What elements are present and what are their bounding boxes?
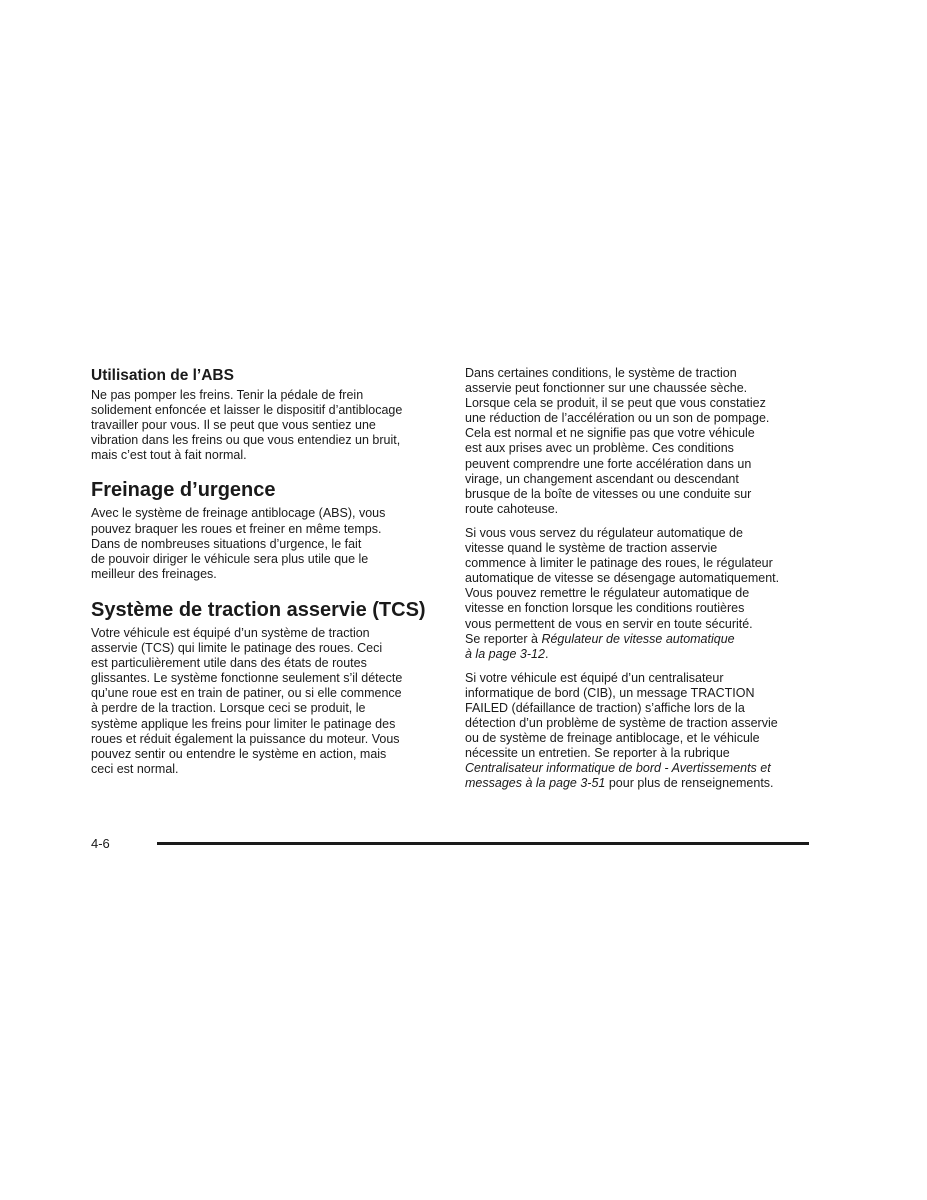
tcs-heading: Système de traction asservie (TCS) <box>91 598 426 621</box>
cruise-control-text: Si vous vous servez du régulateur automatique de vitesse quand le système de traction asservie commence à limiter le patinage des roues, le régulateur automatique de vitesse se désengage automatiquement. Vous pouvez remettre le régulateur automatique de vitesse en fonction lorsque les conditions routières vous permettent de vous en servir en toute sécurité. Se reporter à <box>465 525 780 646</box>
abs-heading: Utilisation de l’ABS <box>91 367 234 384</box>
footer-rule <box>157 842 809 845</box>
dry-road-paragraph: Dans certaines conditions, le système de traction asservie peut fonctionner sur une chaussée sèche. Lorsque cela se produit, il se peut que vous constatiez une réduction de l’accélération ou un son de pompage. Cela est normal et ne signifie pas que votre véhicule est aux prises avec un problème. Ces conditions peuvent comprendre une forte accélération dans un virage, un changement ascendant ou descendant brusque de la boîte de vitesses ou une conduite sur route cahoteuse. <box>465 366 770 516</box>
dic-paragraph <box>465 671 815 792</box>
cruise-control-end: . <box>544 646 549 661</box>
dic-text: Si votre véhicule est équipé d’un centralisateur informatique de bord (CIB), un message TRACTION FAILED (défaillance de traction) s’affiche lors de la détection d’un problème de système de traction asservie ou de système de freinage antiblocage, et le véhicule nécessite un entretien. Se reporter à la rubrique <box>465 670 778 761</box>
dic-reference-link[interactable]: Centralisateur informatique de bord - Avertissements et messages à la page 3-51 <box>465 761 771 791</box>
emergency-braking-paragraph: Avec le système de freinage antiblocage (ABS), vous pouvez braquer les roues et freiner en même temps. Dans de nombreuses situations d’urgence, le fait de pouvoir diriger le véhicule sera plus utile que le meilleur des freinages. <box>91 506 386 581</box>
emergency-braking-heading: Freinage d’urgence <box>91 479 276 502</box>
cruise-control-paragraph <box>465 526 815 662</box>
dic-end: pour plus de renseignements. <box>605 776 774 791</box>
left-column <box>91 366 437 777</box>
right-column <box>465 366 815 792</box>
tcs-paragraph: Votre véhicule est équipé d’un système de traction asservie (TCS) qui limite le patinage des roues. Ceci est particulièrement utile dans des états de routes glissantes. Le système fonctionne seulement s’il détecte qu’une roue est en train de patiner, ou si elle commence à perdre de la traction. Lorsque ceci se produit, le système applique les freins pour limiter le patinage des roues et réduit également la puissance du moteur. Vous pouvez sentir ou entendre le système en action, mais ceci est normal. <box>91 625 403 776</box>
cruise-control-reference-link[interactable]: Régulateur de vitesse automatique à la page 3-12 <box>465 631 735 661</box>
page-number: 4-6 <box>91 836 110 851</box>
abs-paragraph: Ne pas pomper les freins. Tenir la pédale de frein solidement enfoncée et laisser le dispositif d’antiblocage travailler pour vous. Il se peut que vous sentiez une vibration dans les freins ou que vous entendiez un bruit, mais c’est tout à fait normal. <box>91 388 403 463</box>
